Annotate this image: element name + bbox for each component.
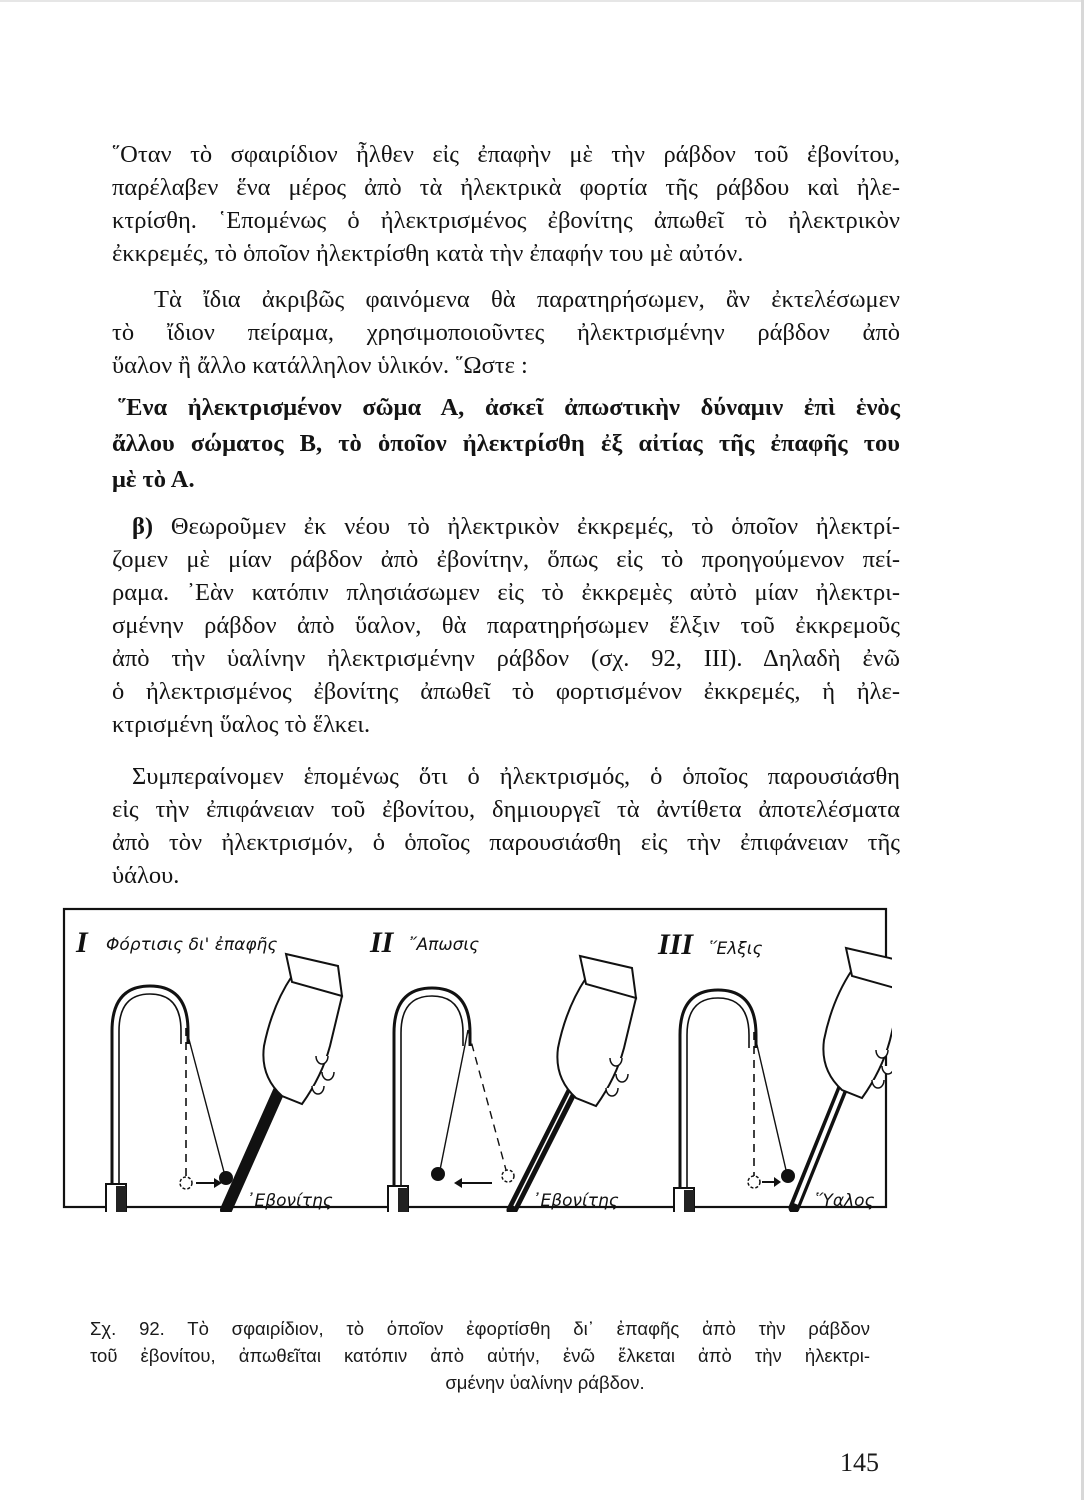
initial-ball-position bbox=[502, 1170, 514, 1182]
text-line: ῞Οταν τὸ σφαιρίδιον ἦλθεν εἰς ἐπαφὴν μὲ τὴν ράβδον τοῦ ἐβονίτου, bbox=[112, 141, 900, 168]
panel-contact-charging bbox=[74, 926, 342, 1212]
text-line: ἀπὸ τὴν ὑαλίνην ἠλεκτρισμένην ράβδον (σχ. 92, III). Δηλαδὴ ἐνῶ bbox=[112, 645, 900, 672]
text-line: παρέλαβεν ἕνα μέρος ἀπὸ τὰ ἠλεκτρικὰ φορτία τῆς ράβδου καὶ ἠλε- bbox=[112, 174, 900, 201]
text-line: ζομεν μὲ μίαν ράβδον ἀπὸ ἐβονίτην, ὅπως εἰς τὸ προηγούμενον πεί- bbox=[112, 546, 900, 573]
paragraph-contact-charging bbox=[112, 138, 900, 270]
panel-title: Φόρτισις δι' ἐπαφῆς bbox=[106, 935, 278, 955]
caption-line: σμένην ὑαλίνην ράβδον. bbox=[445, 1372, 645, 1393]
panel-numeral: I bbox=[76, 926, 88, 959]
pendulum-stand bbox=[642, 990, 756, 1212]
initial-thread-dashed bbox=[468, 1030, 506, 1170]
rule-statement bbox=[112, 390, 900, 498]
pendulum-thread bbox=[440, 1030, 468, 1170]
pendulum-ball bbox=[781, 1169, 795, 1183]
text-line: κτρίσθη. ῾Επομένως ὁ ἠλεκτρισμένος ἐβονίτης ἀπωθεῖ τὸ ἠλεκτρικὸν bbox=[112, 207, 900, 234]
caption-line: Σχ. 92. Τὸ σφαιρίδιον, τὸ ὁποῖον ἐφορτίσθη δι᾿ ἐπαφῆς ἀπὸ τὴν ράβδον bbox=[90, 1318, 870, 1339]
panel-title: ῞Ελξις bbox=[708, 939, 763, 959]
pendulum-stand bbox=[74, 986, 188, 1212]
text-line-content: Θεωροῦμεν ἐκ νέου τὸ ἠλεκτρικὸν ἐκκρεμές, τὸ ὁποῖον ἠλεκτρί- bbox=[170, 513, 900, 540]
paragraph-conclusion bbox=[112, 760, 900, 892]
text-line bbox=[112, 510, 900, 543]
paragraph-same-phenomena bbox=[112, 283, 900, 382]
initial-ball-position bbox=[748, 1176, 760, 1188]
text-line: τὸ ἴδιον πείραμα, χρησιμοποιοῦντες ἠλεκτρισμένην ράβδον ἀπὸ bbox=[112, 319, 900, 346]
figure-caption bbox=[90, 1315, 870, 1396]
text-line: ῞Ενα ἠλεκτρισμένον σῶμα Α, ἀσκεῖ ἀπωστικὴν δύναμιν ἐπὶ ἑνὸς bbox=[118, 394, 900, 421]
pendulum-thread bbox=[754, 1032, 786, 1170]
figure-electric-pendulum bbox=[62, 906, 892, 1212]
panel-numeral: II bbox=[370, 926, 394, 959]
pendulum-stand bbox=[356, 988, 470, 1212]
text-line: ἄλλου σώματος Β, τὸ ὁποῖον ἠλεκτρίσθη ἐξ αἰτίας τῆς ἐπαφῆς του bbox=[112, 430, 900, 457]
text-line: Συμπεραίνομεν ἑπομένως ὅτι ὁ ἠλεκτρισμός, ὁ ὁποῖος παρουσιάσθη bbox=[132, 763, 900, 790]
rod-label: ᾿Εβονίτης bbox=[246, 1191, 333, 1211]
panel-title: ῎Απωσις bbox=[408, 935, 480, 955]
hand-icon bbox=[823, 948, 892, 1098]
arrow-head-icon bbox=[774, 1177, 781, 1187]
panel-attraction bbox=[642, 928, 892, 1212]
text-line: ἐκκρεμές, τὸ ὁποῖον ἠλεκτρίσθη κατὰ τὴν ἐπαφήν του μὲ αὐτόν. bbox=[112, 240, 744, 267]
paragraph-beta-attraction bbox=[112, 510, 900, 741]
text-line: μὲ τὸ Α. bbox=[112, 466, 195, 493]
pendulum-thread bbox=[186, 1028, 224, 1172]
caption-line: τοῦ ἐβονίτου, ἀπωθεῖται κατόπιν ἀπὸ αὐτήν, ἐνῶ ἕλκεται ἀπὸ τὴν ἠλεκτρι- bbox=[90, 1345, 870, 1366]
text-line: σμένην ράβδον ἀπὸ ὕαλον, θὰ παρατηρήσωμεν ἕλξιν τοῦ ἐκκρεμοῦς bbox=[112, 612, 900, 639]
page-top-edge bbox=[0, 0, 1084, 2]
text-line: εἰς τὴν ἐπιφάνειαν τοῦ ἐβονίτου, δημιουργεῖ τὰ ἀντίθετα ἀποτελέσματα bbox=[112, 796, 900, 823]
text-line: ραμα. ᾿Εὰν κατόπιν πλησιάσωμεν εἰς τὸ ἐκκρεμὲς αὐτὸ μίαν ἠλεκτρι- bbox=[112, 579, 900, 606]
hand-icon bbox=[557, 956, 636, 1106]
initial-ball-position bbox=[180, 1177, 192, 1189]
rod-label: ᾿Εβονίτης bbox=[532, 1191, 619, 1211]
text-line: ὕαλον ἢ ἄλλο κατάλληλον ὑλικόν. ῞Ωστε : bbox=[112, 352, 528, 379]
pendulum-ball bbox=[431, 1167, 445, 1181]
text-line: ἀπὸ τὸν ἠλεκτρισμόν, ὁ ὁποῖος παρουσιάσθη εἰς τὴν ἐπιφάνειαν τῆς bbox=[112, 829, 900, 856]
text-line: ὁ ἠλεκτρισμένος ἐβονίτης ἀπωθεῖ τὸ φορτισμένον ἐκκρεμές, ἡ ἠλε- bbox=[112, 678, 900, 705]
panel-repulsion bbox=[356, 926, 636, 1212]
arrow-head-icon bbox=[454, 1178, 462, 1188]
text-line: Τὰ ἴδια ἀκριβῶς φαινόμενα θὰ παρατηρήσωμεν, ἂν ἐκτελέσωμεν bbox=[154, 286, 900, 313]
text-line: ὑάλου. bbox=[112, 862, 180, 889]
page-number: 145 bbox=[840, 1448, 879, 1477]
hand-icon bbox=[263, 954, 342, 1104]
section-marker: β) bbox=[132, 513, 154, 540]
rod-label: ῞Υαλος bbox=[814, 1191, 875, 1211]
text-line: κτρισμένη ὕαλος τὸ ἕλκει. bbox=[112, 711, 371, 738]
panel-numeral: III bbox=[658, 928, 694, 961]
